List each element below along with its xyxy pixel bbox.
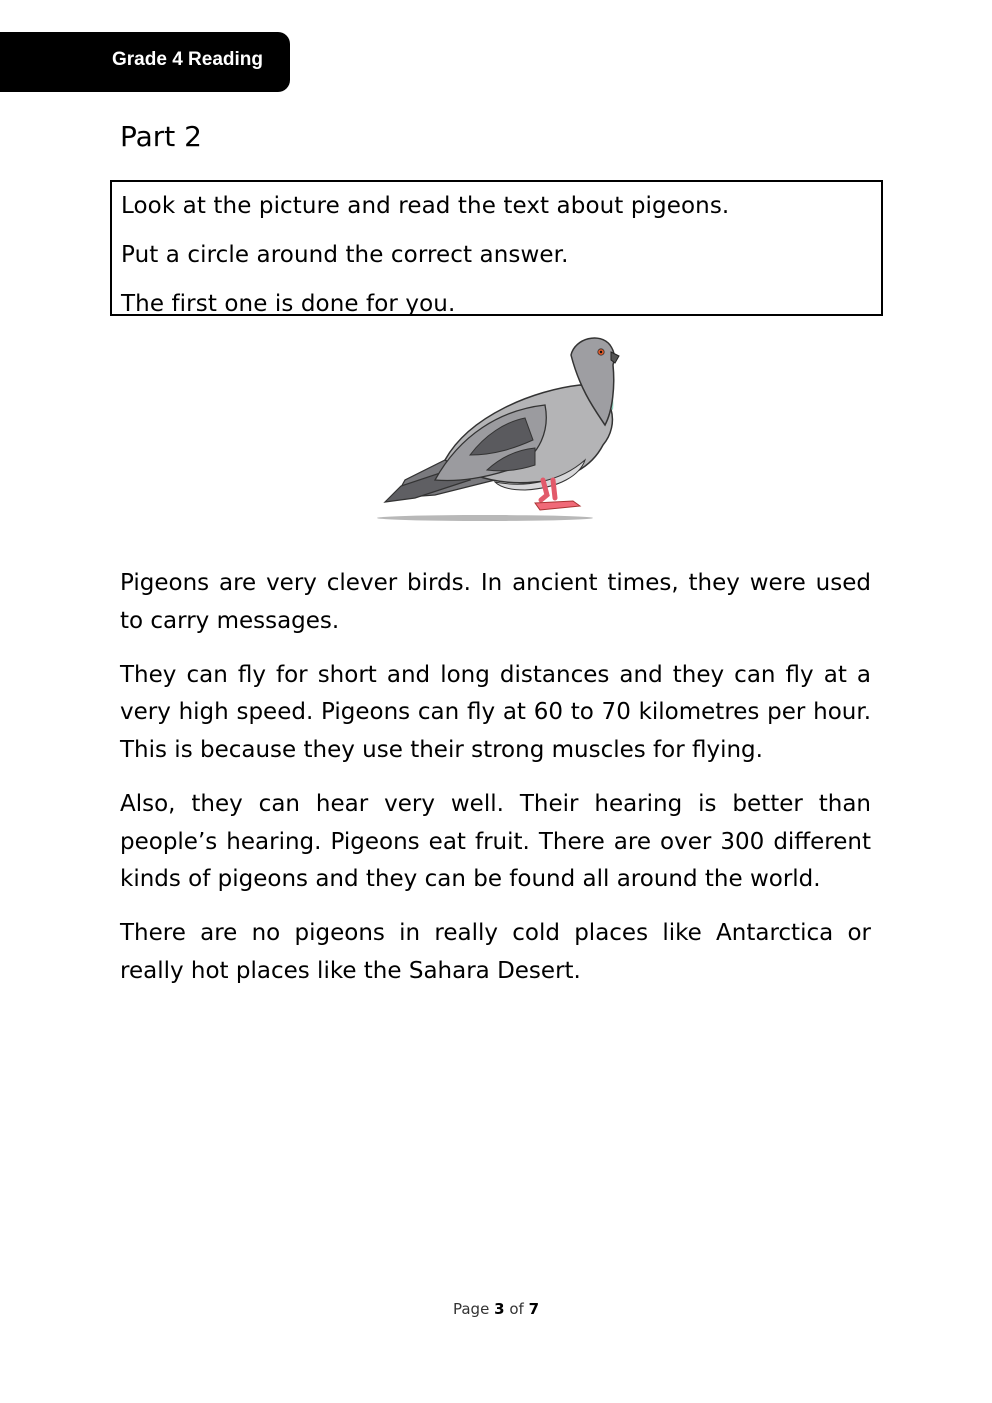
instruction-line: The first one is done for you. bbox=[121, 291, 456, 317]
page-number bbox=[0, 1300, 992, 1318]
instructions-box bbox=[110, 180, 883, 316]
passage-paragraph: Pigeons are very clever birds. In ancient times, they were used to carry messages. bbox=[120, 570, 871, 634]
part-heading: Part 2 bbox=[120, 120, 202, 153]
grade-label-tab bbox=[0, 32, 290, 92]
page-prefix: Page bbox=[452, 1300, 490, 1318]
instruction-line: Look at the picture and read the text about pigeons. bbox=[121, 193, 730, 219]
page-current: 3 bbox=[494, 1300, 505, 1318]
grade-label: Grade 4 Reading bbox=[112, 49, 263, 70]
passage-paragraph: They can fly for short and long distances and they can fly at a very high speed. Pigeons can fly at 60 to 70 kilometres per hour. This is because they use their strong muscles for flying. bbox=[120, 661, 871, 763]
passage-paragraph: There are no pigeons in really cold places like Antarctica or really hot places like the Sahara Desert. bbox=[120, 920, 871, 984]
reading-passage bbox=[120, 565, 871, 1007]
page-total: 7 bbox=[528, 1300, 539, 1318]
page-separator: of bbox=[509, 1300, 524, 1318]
pigeon-illustration bbox=[375, 330, 625, 530]
instruction-line: Put a circle around the correct answer. bbox=[121, 242, 569, 268]
pigeon-shadow bbox=[377, 515, 593, 521]
passage-paragraph: Also, they can hear very well. Their hearing is better than people’s hearing. Pigeons eat fruit. There are over 300 different kinds of pigeons and they can be found all around the world. bbox=[120, 790, 871, 893]
